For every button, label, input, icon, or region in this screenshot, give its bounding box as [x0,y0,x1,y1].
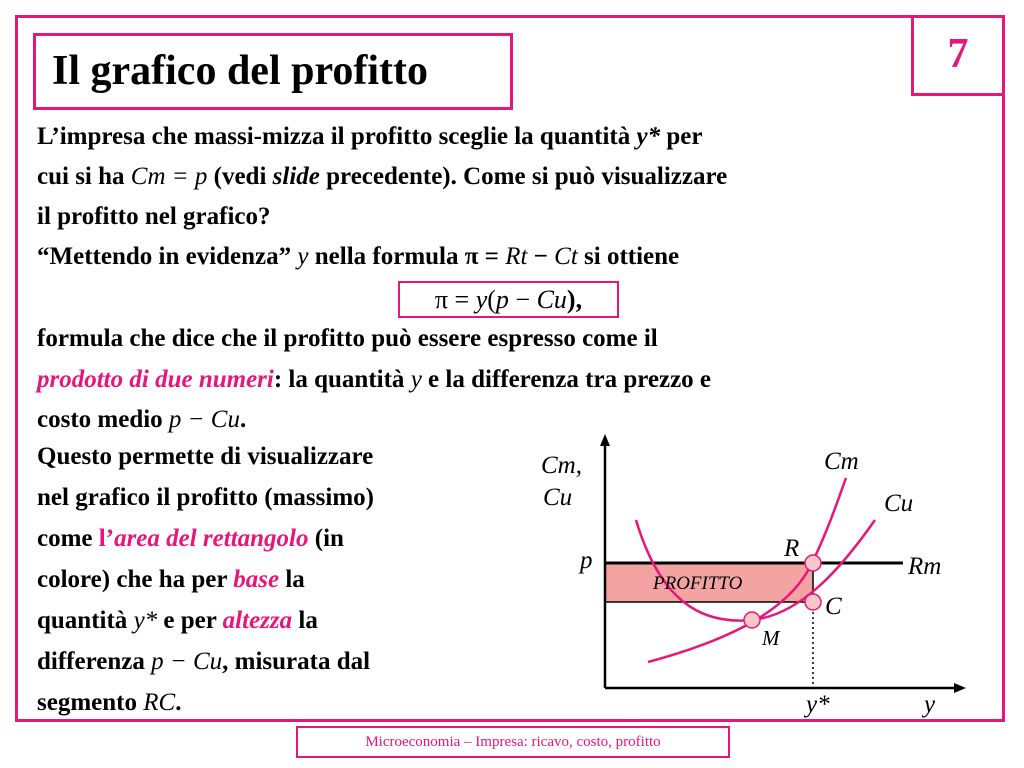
x-axis-arrow-icon [954,683,966,693]
left-line-6: differenza p − Cu, misurata dal [37,648,371,675]
intro-line-4: “Mettendo in evidenza” y nella formula π = Rt − Ct si ottiene [37,243,680,270]
profit-formula: π = y(p − Cu), [398,281,619,318]
y-axis-arrow-icon [600,434,610,446]
point-r-label: R [784,535,800,562]
after-line-1: formula che dice che il profitto può essere espresso come il [37,325,658,352]
point-c-label: C [825,593,842,620]
profit-rectangle-label: PROFITTO [653,573,743,594]
after-line-3: costo medio p − Cu. [37,406,247,433]
point-m-label: M [762,626,780,650]
cu-curve-label: Cu [884,490,914,517]
ystar-label: y* [806,691,830,718]
left-line-2: nel grafico il profitto (massimo) [37,484,374,511]
footer-caption: Microeconomia – Impresa: ricavo, costo, profitto [296,726,730,758]
intro-line-1: L’impresa che massi-mizza il profitto sceglie la quantità y* per [37,123,703,150]
x-axis-label: y [924,691,936,718]
slide-title: Il grafico del profitto [33,33,513,110]
left-line-3: come l’area del rettangolo (in [37,525,344,552]
left-line-1: Questo permette di visualizzare [37,443,374,470]
point-m [744,612,760,628]
cm-curve-label: Cm [824,448,859,475]
left-line-7: segmento RC. [37,689,182,716]
point-c [805,594,821,610]
slide-number: 7 [911,15,1005,96]
price-label: p [580,547,593,574]
after-line-2: prodotto di due numeri: la quantità y e la differenza tra prezzo e [37,366,712,393]
rm-line-label: Rm [908,553,942,580]
y-axis-label-2: Cu [543,484,573,511]
intro-line-3: il profitto nel grafico? [37,203,271,230]
intro-line-2: cui si ha Cm = p (vedi slide precedente). Come si può visualizzare [37,163,728,190]
point-r [805,555,821,571]
left-line-5: quantità y* e per altezza la [37,607,318,634]
y-axis-label-1: Cm, [541,452,582,479]
left-line-4: colore) che ha per base la [37,566,305,593]
